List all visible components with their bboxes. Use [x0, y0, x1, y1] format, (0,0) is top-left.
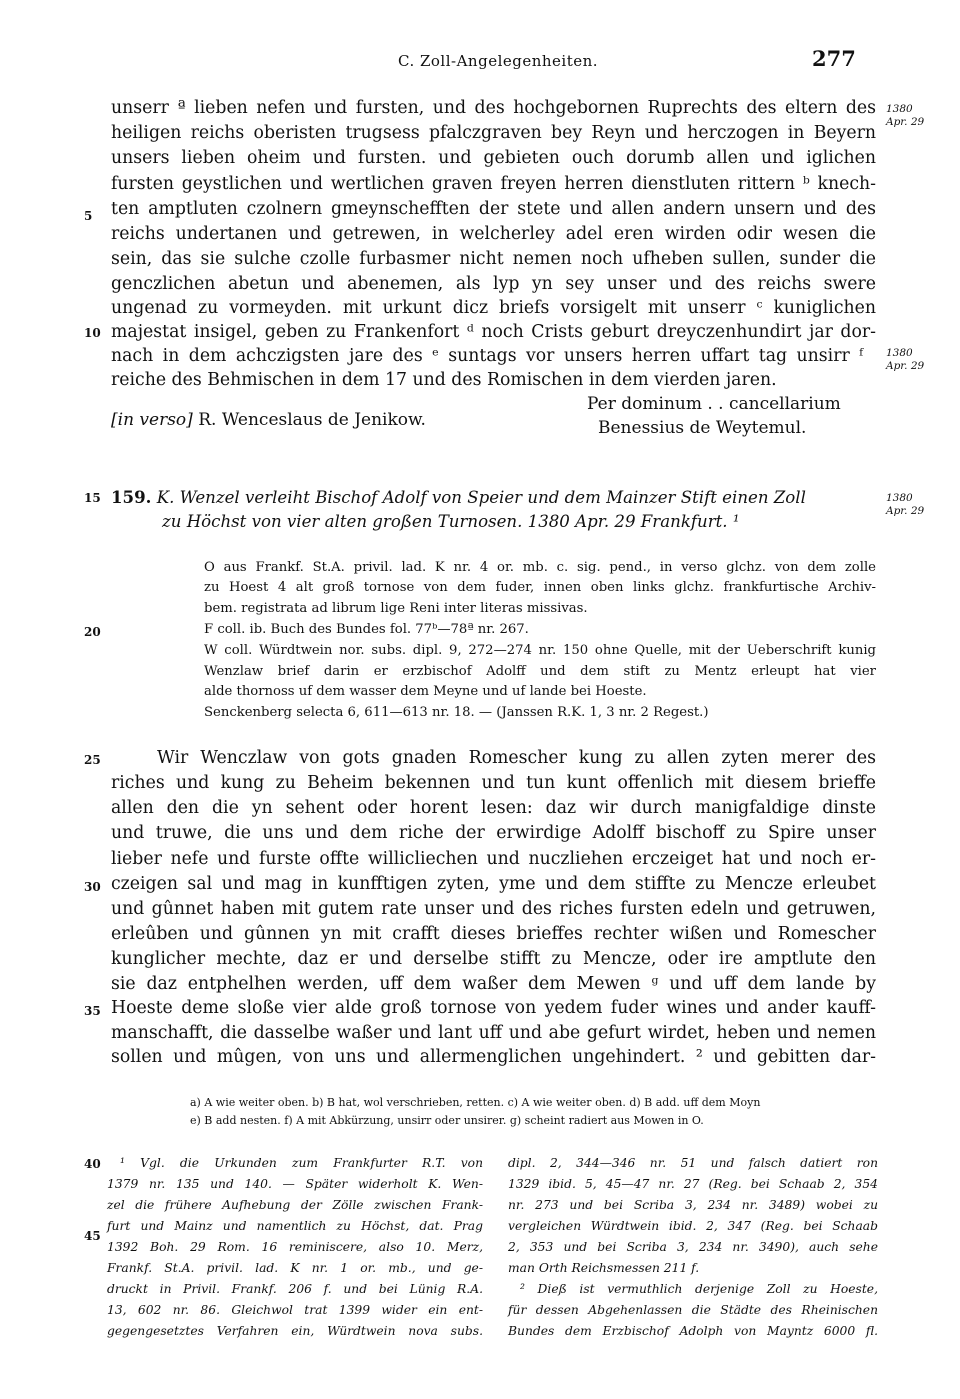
text-line: riches und kung zu Beheim bekennen und tun kunt offenlich mit diesem brieffe	[111, 773, 876, 793]
footnote-line: 1392 Boh. 29 Rom. 16 reminiscere, also 10. Merz,	[107, 1240, 483, 1254]
side-date-year: 1380	[886, 103, 913, 115]
in-verso-label: [in verso]	[111, 410, 193, 430]
text-line: erleûben und gûnnen yn mit crafft dieses brieffes rechter wißen und Romescher	[111, 924, 876, 944]
margin-line-number: 40	[84, 1157, 101, 1171]
text-line: manschafft, die dasselbe waßer und lant uff und abe gefurt wirdet, heben und nemen	[111, 1023, 876, 1043]
margin-line-number: 45	[84, 1229, 101, 1243]
textual-footnote-line: a) A wie weiter oben. b) B hat, wol verschrieben, retten. c) A wie weiter oben. d) B add. uff dem Moyn	[190, 1096, 761, 1109]
text-line: allen den die yn sehent oder horent lesen: daz wir durch manigfaldige dinste	[111, 798, 876, 818]
side-date-day: Apr. 29	[886, 116, 925, 128]
regest-heading	[111, 487, 876, 507]
text-line: Hoeste deme sloße vier alde groß tornose von yedem fuder wines und ander kauff-	[111, 998, 876, 1018]
side-date	[886, 103, 924, 129]
margin-line-number: 30	[84, 880, 101, 894]
textual-footnote-line: e) B add nesten. f) A mit Abkürzung, unsirr oder unsirer. g) scheint radiert aus Mowen in O.	[190, 1114, 704, 1127]
in-verso-note	[111, 410, 426, 430]
text-line: unserr ª lieben nefen und fursten, und des hochgebornen Ruprechts des eltern des	[111, 98, 876, 118]
regest-title-line1: K. Wenzel verleiht Bischof Adolf von Speier und dem Mainzer Stift einen Zoll	[156, 488, 806, 507]
text-line: und gûnnet haben mit gutem rate unser und des riches fursten edeln und getruwen,	[111, 899, 876, 919]
source-line: Wenzlaw brief darin er erzbischof Adolff und dem stift zu Mentz erleupt hat vier	[204, 664, 876, 679]
text-line: fursten geystlichen und wertlichen graven freyen herren dienstluten rittern ᵇ knech-	[111, 174, 876, 194]
footnote-line: 1379 nr. 135 und 140. — Später widerholt K. Wen-	[107, 1177, 483, 1191]
footnote-line: 2, 353 und bei Scriba 3, 234 nr. 3490), auch sehe	[508, 1240, 878, 1254]
footnote-line: dipl. 2, 344—346 nr. 51 und falsch datiert ron	[508, 1156, 878, 1170]
text-line: reiche des Behmischen in dem 17 und des Romischen in dem vierden jaren.	[111, 370, 777, 390]
text-line: kunglicher mechte, daz er und derselbe stifft zu Mencze, oder ire amptlute den	[111, 949, 876, 969]
footnote-line: nr. 273 und bei Scriba 3, 234 nr. 3489) wobei zu	[508, 1198, 878, 1212]
margin-line-number: 10	[84, 326, 101, 340]
text-line: unsers lieben oheim und fursten. und gebieten ouch dorumb allen und iglichen	[111, 148, 876, 168]
running-header: C. Zoll-Angelegenheiten.	[398, 52, 599, 70]
text-line: lieber nefe und furste offte willicliechen und nuczliehen erczeiget hat und noch er-	[111, 849, 876, 869]
side-date-day: Apr. 29	[886, 505, 925, 517]
side-date	[886, 347, 924, 373]
text-line: sein, das sie sulche czolle furbasmer nicht nemen noch ufheben sullen, sunder die	[111, 249, 876, 269]
regest-title-line2: zu Höchst von vier alten großen Turnosen. 1380 Apr. 29 Frankfurt. ¹	[162, 512, 740, 531]
footnote-line: ¹ Vgl. die Urkunden zum Frankfurter R.T. von	[120, 1156, 483, 1170]
source-line: alde thornoss uf dem wasser dem Meyne und uf lande bei Hoeste.	[204, 684, 647, 699]
margin-line-number: 15	[84, 491, 101, 505]
text-line: heiligen reichs oberisten trugsess pfalczgraven bey Reyn und herczogen in Beyern	[111, 123, 876, 143]
text-line: ten amptluten czolnern gmeynschefften der stete und allen andern unsern und des	[111, 199, 876, 219]
source-line: zu Hoest 4 alt groß tornose von dem fuder, innen oben links glchz. frankfurtische Archiv-	[204, 580, 876, 595]
in-verso-signer: R. Wenceslaus de Jenikow.	[198, 410, 426, 430]
page-number: 277	[812, 46, 856, 71]
footnote-line: furt und Mainz und namentlich zu Höchst, dat. Prag	[107, 1219, 483, 1233]
footnote-line: gegengesetztes Verfahren ein, Würdtwein nova subs.	[107, 1324, 483, 1338]
text-line: sollen und mûgen, von uns und allermenglichen ungehindert. ² und gebitten dar-	[111, 1047, 876, 1067]
subscription-per-dominum: Per dominum . . cancellarium	[587, 394, 841, 414]
margin-line-number: 25	[84, 753, 101, 767]
side-date-year: 1380	[886, 492, 913, 504]
text-line: genczlichen abetun und abenemen, als lyp yn sey unser und des reichs swere	[111, 274, 876, 294]
source-line: O aus Frankf. St.A. privil. lad. K nr. 4 or. mb. c. sig. pend., in verso glchz. von dem zolle	[204, 560, 876, 575]
regest-number: 159.	[111, 487, 152, 507]
margin-line-number: 35	[84, 1004, 101, 1018]
text-line: nach in dem achczigsten jare des ᵉ suntags vor unsers herren uffart tag unsirr ᶠ	[111, 346, 863, 366]
footnote-line: für dessen Abgehenlassen die Städte des Rheinischen	[508, 1303, 878, 1317]
side-date-day: Apr. 29	[886, 360, 925, 372]
margin-line-number: 20	[84, 625, 101, 639]
footnote-line: 13, 602 nr. 86. Gleichwol trat 1399 wider ein ent-	[107, 1303, 483, 1317]
text-line: sie daz entphelhen werden, uff dem waßer dem Mewen ᵍ und uff dem lande by	[111, 974, 876, 994]
text-line: majestat insigel, geben zu Frankenfort ᵈ noch Crists geburt dreyczenhundirt jar dor-	[111, 322, 876, 342]
source-line: Senckenberg selecta 6, 611—613 nr. 18. — (Janssen R.K. 1, 3 nr. 2 Regest.)	[204, 705, 709, 720]
text-line: ungenad zu vormeyden. mit urkunt dicz briefs vorsigelt mit unserr ᶜ kuniglichen	[111, 298, 876, 318]
source-line: bem. registrata ad librum lige Reni inter literas missivas.	[204, 601, 588, 616]
side-date-year: 1380	[886, 347, 913, 359]
footnote-line: vergleichen Würdtwein ibid. 2, 347 (Reg. bei Schaab	[508, 1219, 878, 1233]
footnote-line: zel die frühere Aufhebung der Zölle zwischen Frank-	[107, 1198, 483, 1212]
footnote-line: ² Dieß ist vermuthlich derjenige Zoll zu Hoeste,	[520, 1282, 878, 1296]
footnote-line: man Orth Reichsmessen 211 f.	[508, 1261, 700, 1275]
source-line: W coll. Würdtwein nor. subs. dipl. 9, 272—274 nr. 150 ohne Quelle, mit der Ueberschrift kunig	[204, 643, 876, 658]
text-line: und truwe, die uns und dem riche der erwirdige Adolff bischoff zu Spire unser	[111, 823, 876, 843]
text-line: reichs undertanen und getrewen, in welcherley adel eren wirden odir wesen die	[111, 224, 876, 244]
text-line: czeigen sal und mag in kunfftigen zyten, yme und dem stiffte zu Mencze erleubet	[111, 874, 876, 894]
footnote-line: Bundes dem Erzbischof Adolph von Mayntz 6000 fl.	[508, 1324, 878, 1338]
text-line: Wir Wenczlaw von gots gnaden Romescher kung zu allen zyten merer des	[157, 748, 876, 768]
subscription-benessius: Benessius de Weytemul.	[598, 418, 807, 438]
footnote-line: Frankf. St.A. privil. lad. K nr. 1 or. mb., und ge-	[107, 1261, 483, 1275]
source-line: F coll. ib. Buch des Bundes fol. 77ᵇ—78ª nr. 267.	[204, 622, 529, 637]
margin-line-number: 5	[84, 209, 93, 223]
footnote-line: druckt in Privil. Frankf. 206 f. und bei Lünig R.A.	[107, 1282, 483, 1296]
footnote-line: 1329 ibid. 5, 45—47 nr. 27 (Reg. bei Schaab 2, 354	[508, 1177, 878, 1191]
